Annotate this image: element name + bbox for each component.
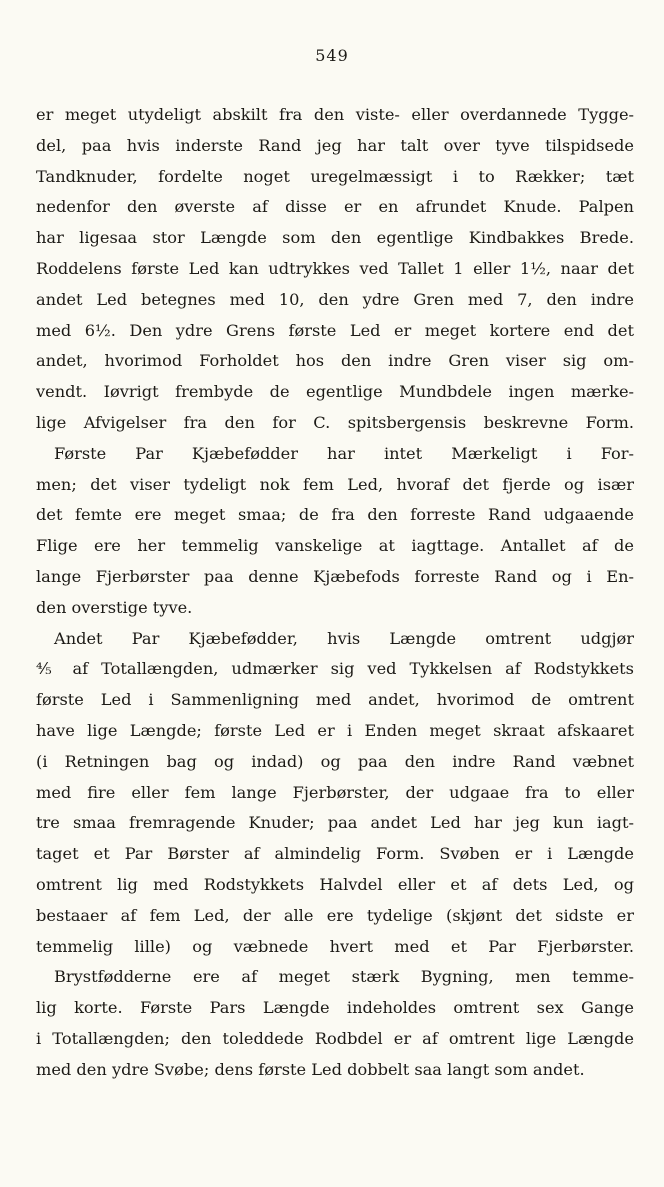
text-line: tre smaa fremragende Knuder; paa andet Led har jeg kun iagt- — [36, 813, 634, 833]
text-line: med 6½. Den ydre Grens første Led er meget kortere end det — [36, 320, 634, 340]
text-line: del, paa hvis inderste Rand jeg har talt over tyve tilspidsede — [36, 135, 634, 155]
text-line: det femte ere meget smaa; de fra den forreste Rand udgaaende — [36, 505, 634, 525]
text-line: ⅘ af Totallængden, udmærker sig ved Tykkelsen af Rodstykkets — [36, 659, 634, 679]
text-line: Flige ere her temmelig vanskelige at iagttage. Antallet af de — [36, 536, 634, 556]
text-line: Brystfødderne ere af meget stærk Bygning, men temme- — [54, 967, 634, 987]
text-line: men; det viser tydeligt nok fem Led, hvoraf det fjerde og især — [36, 474, 634, 494]
text-line: med fire eller fem lange Fjerbørster, der udgaae fra to eller — [36, 782, 634, 802]
text-line: første Led i Sammenligning med andet, hvorimod de omtrent — [36, 690, 634, 710]
text-line: lige Afvigelser fra den for C. spitsbergensis beskrevne Form. — [36, 412, 634, 432]
text-line: nedenfor den øverste af disse er en afrundet Knude. Palpen — [36, 197, 634, 217]
body-text — [36, 100, 634, 1086]
text-line: lig korte. Første Pars Længde indeholdes omtrent sex Gange — [36, 998, 634, 1018]
text-line: have lige Længde; første Led er i Enden meget skraat afskaaret — [36, 720, 634, 740]
text-line: omtrent lig med Rodstykkets Halvdel eller et af dets Led, og — [36, 874, 634, 894]
text-line: andet Led betegnes med 10, den ydre Gren med 7, den indre — [36, 289, 634, 309]
text-line: er meget utydeligt abskilt fra den viste- eller overdannede Tygge- — [36, 105, 634, 124]
text-line: (i Retningen bag og indad) og paa den indre Rand væbnet — [36, 751, 634, 771]
text-line: med den ydre Svøbe; dens første Led dobbelt saa langt som andet. — [36, 1059, 585, 1079]
text-line: Andet Par Kjæbefødder, hvis Længde omtrent udgjør — [54, 628, 634, 648]
text-line: har ligesaa stor Længde som den egentlige Kindbakkes Brede. — [36, 228, 634, 248]
text-line: i Totallængden; den toleddede Rodbdel er af omtrent lige Længde — [36, 1028, 634, 1048]
text-line: andet, hvorimod Forholdet hos den indre Gren viser sig om- — [36, 351, 634, 371]
text-line: Roddelens første Led kan udtrykkes ved Tallet 1 eller 1½, naar det — [36, 258, 634, 278]
text-line: temmelig lille) og væbnede hvert med et Par Fjerbørster. — [36, 936, 634, 956]
page-number: 549 — [315, 46, 349, 65]
text-line: Tandknuder, fordelte noget uregelmæssigt i to Rækker; tæt — [36, 166, 634, 186]
text-line: vendt. Iøvrigt frembyde de egentlige Mundbdele ingen mærke- — [36, 382, 634, 402]
text-line: Første Par Kjæbefødder har intet Mærkeligt i For- — [54, 443, 634, 463]
text-line: lange Fjerbørster paa denne Kjæbefods forreste Rand og i En- — [36, 566, 634, 586]
text-line: bestaaer af fem Led, der alle ere tydelige (skjønt det sidste er — [36, 905, 634, 925]
text-line: taget et Par Børster af almindelig Form. Svøben er i Længde — [36, 844, 634, 864]
text-line: den overstige tyve. — [36, 597, 193, 617]
